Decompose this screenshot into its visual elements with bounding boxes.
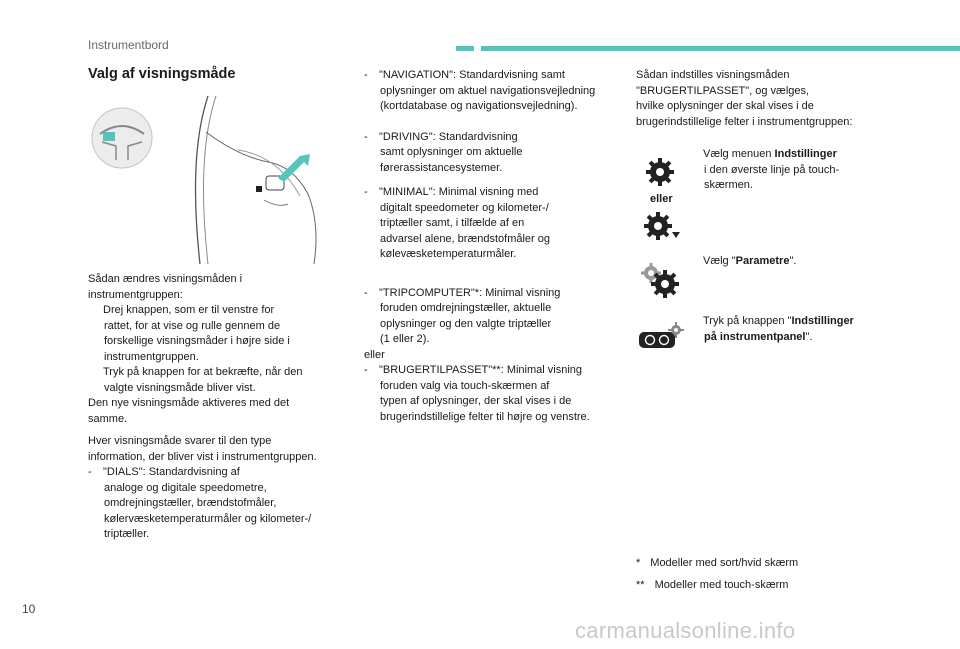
header-accent-small <box>456 46 474 51</box>
steering-wheel-illustration <box>88 96 338 264</box>
mode-line: triptæller samt, i tilfælde af en <box>380 217 525 229</box>
paragraph-line: samme. <box>88 412 128 425</box>
mode-item-tripcomputer: - "TRIPCOMPUTER"*: Minimal visning <box>364 286 561 299</box>
mode-item-navigation: - "NAVIGATION": Standardvisning samt <box>364 69 565 81</box>
footnote-1: * Modeller med sort/hvid skærm <box>636 557 799 569</box>
mode-line: typen af oplysninger, der skal vises i de <box>380 395 572 407</box>
or-separator: eller <box>364 348 385 361</box>
column-1 <box>88 272 348 543</box>
bullet-icon <box>688 314 703 330</box>
bullet-icon <box>88 303 103 319</box>
mode-line: brugerindstillelige felter til højre og venstre. <box>380 410 590 423</box>
mode-line: oplysninger og den valgte triptæller <box>380 317 552 330</box>
header-accent-bar <box>481 46 960 51</box>
intro-line: Sådan indstilles visningsmåden <box>636 69 790 81</box>
or-separator: eller <box>650 193 673 205</box>
mode-line: omdrejningstæller, brændstofmåler, <box>104 497 277 509</box>
steering-wheel-icon <box>88 96 338 264</box>
intro-line: Sådan ændres visningsmåden i <box>88 273 243 285</box>
step-line: valgte visningsmåde bliver vist. <box>104 381 256 394</box>
column-2 <box>364 68 626 425</box>
step-line: i den øverste linje på touch- <box>704 163 840 176</box>
bullet-icon <box>88 365 103 381</box>
step-line: instrumentgruppen. <box>104 350 199 363</box>
step-bullet: Tryk på knappen for at bekræfte, når den <box>88 365 348 381</box>
bullet-icon <box>688 147 703 163</box>
page-number: 10 <box>22 602 36 616</box>
mode-line: analoge og digitale speedometre, <box>104 481 267 494</box>
step-line: rattet, for at vise og rulle gennem de <box>104 319 281 332</box>
paragraph-line: Hver visningsmåde svarer til den type <box>88 435 272 447</box>
mode-line: samt oplysninger om aktuelle <box>380 146 523 158</box>
mode-line: foruden valg via touch-skærmen af <box>380 379 550 392</box>
step-settings-menu: Vælg menuen Indstillinger i den øverste linje på touch- skærmen. <box>688 147 888 194</box>
intro-line: instrumentgruppen: <box>88 288 183 301</box>
mode-line: førerassistancesystemer. <box>380 161 503 174</box>
mode-line: oplysninger om aktuel navigationsvejledning <box>380 84 596 97</box>
mode-item-driving: - "DRIVING": Standardvisning <box>364 130 518 143</box>
mode-item-dials: - "DIALS": Standardvisning af <box>88 466 240 478</box>
gear-pair-icon <box>638 262 682 305</box>
paragraph-line: information, der bliver vist i instrumentgruppen. <box>88 450 317 463</box>
paragraph-line: Den nye visningsmåde aktiveres med det <box>88 397 290 409</box>
page-title: Valg af visningsmåde <box>88 66 236 82</box>
instrument-panel-settings-icon <box>638 322 684 355</box>
step-line: forskellige visningsmåder i højre side i <box>104 335 290 347</box>
step-instrument-panel: Tryk på knappen "Indstillinger på instrumentpanel". <box>688 314 898 345</box>
intro-line: hvilke oplysninger der skal vises i de <box>636 100 814 112</box>
gear-arrow-icon <box>642 210 682 247</box>
gear-icon <box>644 156 676 193</box>
mode-line: advarsel alene, brændstofmåler og <box>380 232 550 245</box>
column-3-intro <box>636 68 896 130</box>
intro-line: brugerindstillelige felter i instrumentgruppen: <box>636 115 853 128</box>
mode-item-minimal: - "MINIMAL": Minimal visning med <box>364 186 539 198</box>
step-line: skærmen. <box>704 179 753 191</box>
mode-line: foruden omdrejningstæller, aktuelle <box>380 302 552 314</box>
mode-line: kølevæsketemperaturmåler. <box>380 248 517 260</box>
bullet-icon <box>688 254 703 270</box>
mode-line: (1 eller 2). <box>380 333 430 345</box>
section-header: Instrumentbord <box>88 38 169 52</box>
footnote-2: ** Modeller med touch-skærm <box>636 579 789 591</box>
mode-line: (kortdatabase og navigationsvejledning). <box>380 100 578 112</box>
watermark: carmanualsonline.info <box>575 618 796 643</box>
mode-line: digitalt speedometer og kilometer-/ <box>380 201 549 214</box>
mode-item-brugertilpasset: - "BRUGERTILPASSET"**: Minimal visning <box>364 364 583 376</box>
step-parametre: Vælg "Parametre". <box>688 254 888 270</box>
intro-line: "BRUGERTILPASSET", og vælges, <box>636 84 810 97</box>
step-bullet: Drej knappen, som er til venstre for <box>88 303 348 319</box>
mode-line: triptæller. <box>104 528 150 540</box>
mode-line: kølervæsketemperaturmåler og kilometer-/ <box>104 512 312 525</box>
